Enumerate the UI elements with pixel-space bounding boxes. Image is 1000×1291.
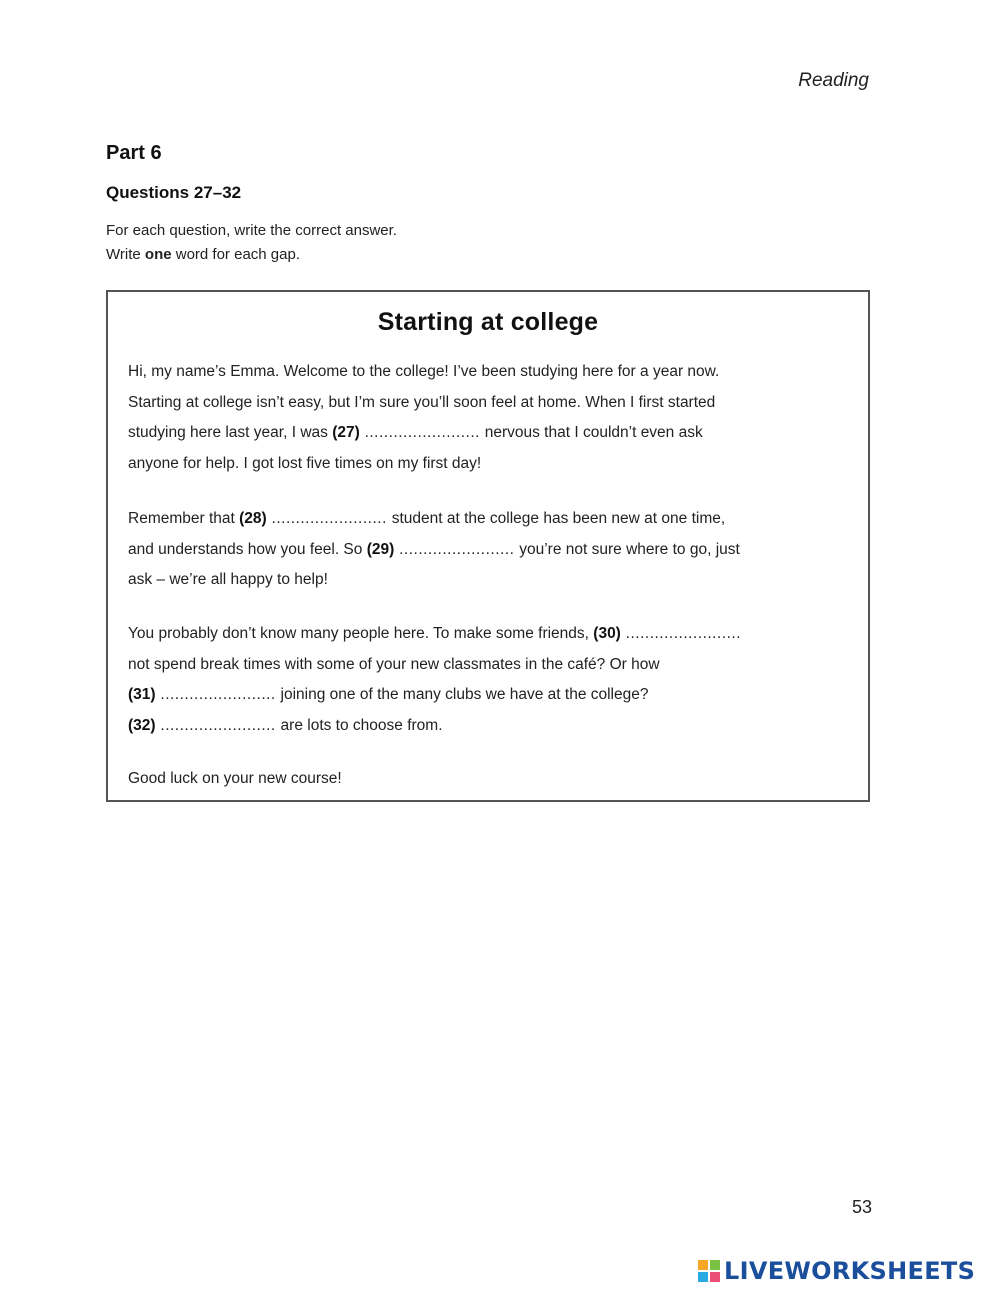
p1-line-e: anyone for help. I got lost five times on my first day! <box>128 454 482 472</box>
paragraph-3 <box>128 619 858 741</box>
question-27-label: (27) <box>332 424 360 441</box>
question-28-label: (28) <box>239 510 267 527</box>
gap-32[interactable]: ........................ <box>155 716 281 734</box>
p3-line-c: joining one of the many clubs we have at the college? <box>280 686 649 703</box>
p3-line-d: are lots to choose from. <box>280 716 443 734</box>
p2-line-c: and understands how you feel. So <box>128 540 367 558</box>
p1-line-a: Hi, my name’s Emma. Welcome to the college! I’ve been studying here for a year now. <box>128 363 720 380</box>
gap-31[interactable]: ........................ <box>155 686 281 703</box>
liveworksheets-brand[interactable] <box>698 1257 975 1285</box>
instruction-line-1: For each question, write the correct answer. <box>106 222 397 239</box>
text-title: Starting at college <box>377 308 599 336</box>
question-30-label: (30) <box>593 625 621 642</box>
p1-line-d: nervous that I couldn’t even ask <box>484 424 703 441</box>
questions-range: Questions 27–32 <box>106 183 242 202</box>
section-label: Reading <box>798 70 869 91</box>
instruction-line-2-pre: Write <box>106 246 145 263</box>
paragraph-2 <box>128 504 858 596</box>
gap-30[interactable]: ........................ <box>620 625 742 642</box>
liveworksheets-wordmark: LIVEWORKSHEETS <box>724 1257 976 1285</box>
question-29-label: (29) <box>366 540 395 558</box>
p3-line-a: You probably don’t know many people here. To make some friends, <box>128 625 594 642</box>
instructions <box>106 219 397 267</box>
p1-line-c: studying here last year, I was <box>128 424 333 441</box>
paragraph-1 <box>128 357 858 479</box>
gap-29[interactable]: ........................ <box>394 540 520 558</box>
p2-line-d: you’re not sure where to go, just <box>519 540 740 558</box>
question-31-label: (31) <box>128 686 156 703</box>
gap-28[interactable]: ........................ <box>266 510 392 527</box>
logo-square-green <box>710 1260 720 1270</box>
logo-square-orange <box>698 1260 708 1270</box>
liveworksheets-logo-icon <box>698 1260 720 1282</box>
p2-line-b: student at the college has been new at one time, <box>391 510 726 527</box>
part-title: Part 6 <box>106 142 162 164</box>
gap-27[interactable]: ........................ <box>359 424 485 441</box>
p3-line-b: not spend break times with some of your new classmates in the café? Or how <box>128 655 660 673</box>
reading-text-box <box>106 290 870 802</box>
logo-square-pink <box>710 1272 720 1282</box>
logo-square-blue <box>698 1272 708 1282</box>
paragraph-4: Good luck on your new course! <box>128 770 342 787</box>
instruction-emphasis: one <box>144 246 172 263</box>
question-32-label: (32) <box>128 716 156 734</box>
instruction-line-2 <box>106 243 397 267</box>
instruction-line-2-post: word for each gap. <box>171 246 300 263</box>
p2-line-a: Remember that <box>128 510 240 527</box>
p2-line-e: ask – we’re all happy to help! <box>128 571 328 588</box>
p1-line-b: Starting at college isn’t easy, but I’m sure you’ll soon feel at home. When I first started <box>128 393 716 411</box>
page-number: 53 <box>851 1197 872 1217</box>
